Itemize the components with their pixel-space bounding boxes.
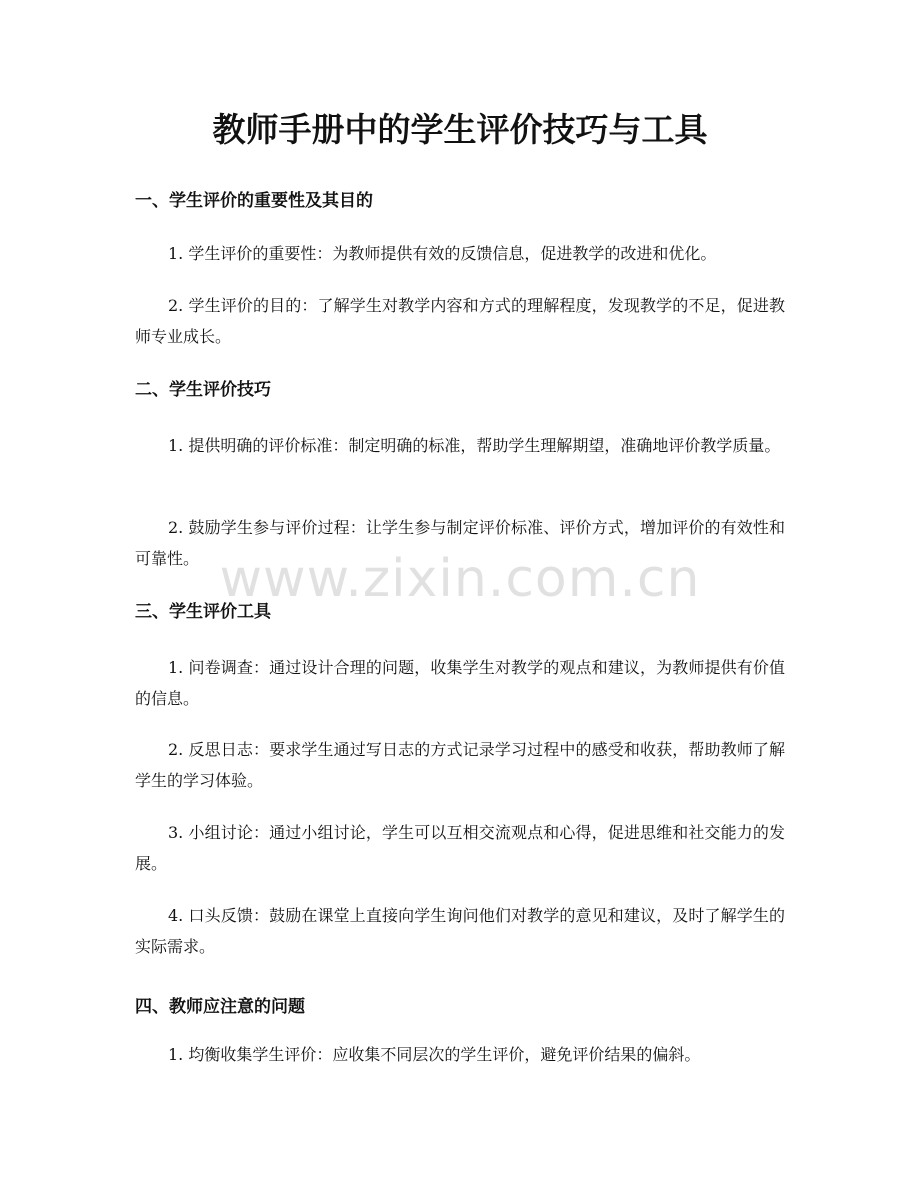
section-heading-1: 一、学生评价的重要性及其目的 <box>135 191 373 211</box>
document-title: 教师手册中的学生评价技巧与工具 <box>212 110 708 149</box>
section-heading-2: 二、学生评价技巧 <box>135 380 271 400</box>
section-3-item-3: 3. 小组讨论：通过小组讨论，学生可以互相交流观点和心得，促进思维和社交能力的发展。 <box>135 823 785 873</box>
section-3-item-2: 2. 反思日志：要求学生通过写日志的方式记录学习过程中的感受和收获，帮助教师了解学生的学习体验。 <box>135 740 785 790</box>
section-3-item-1: 1. 问卷调查：通过设计合理的问题，收集学生对教学的观点和建议，为教师提供有价值的信息。 <box>135 658 785 708</box>
section-heading-3: 三、学生评价工具 <box>135 602 271 622</box>
section-2-item-2: 2. 鼓励学生参与评价过程：让学生参与制定评价标准、评价方式，增加评价的有效性和可靠性。 <box>135 518 785 568</box>
section-4-item-1: 1. 均衡收集学生评价：应收集不同层次的学生评价，避免评价结果的偏斜。 <box>168 1045 701 1064</box>
section-3-item-4: 4. 口头反馈：鼓励在课堂上直接向学生询问他们对教学的意见和建议，及时了解学生的实际需求。 <box>135 906 785 956</box>
watermark: www.zixin.com.cn <box>219 549 701 609</box>
section-1-item-1: 1. 学生评价的重要性：为教师提供有效的反馈信息，促进教学的改进和优化。 <box>168 244 717 263</box>
section-2-item-1: 1. 提供明确的评价标准：制定明确的标准，帮助学生理解期望，准确地评价教学质量。 <box>168 436 781 455</box>
section-heading-4: 四、教师应注意的问题 <box>135 997 305 1017</box>
section-1-item-2: 2. 学生评价的目的：了解学生对教学内容和方式的理解程度，发现教学的不足，促进教师专业成长。 <box>135 296 785 346</box>
